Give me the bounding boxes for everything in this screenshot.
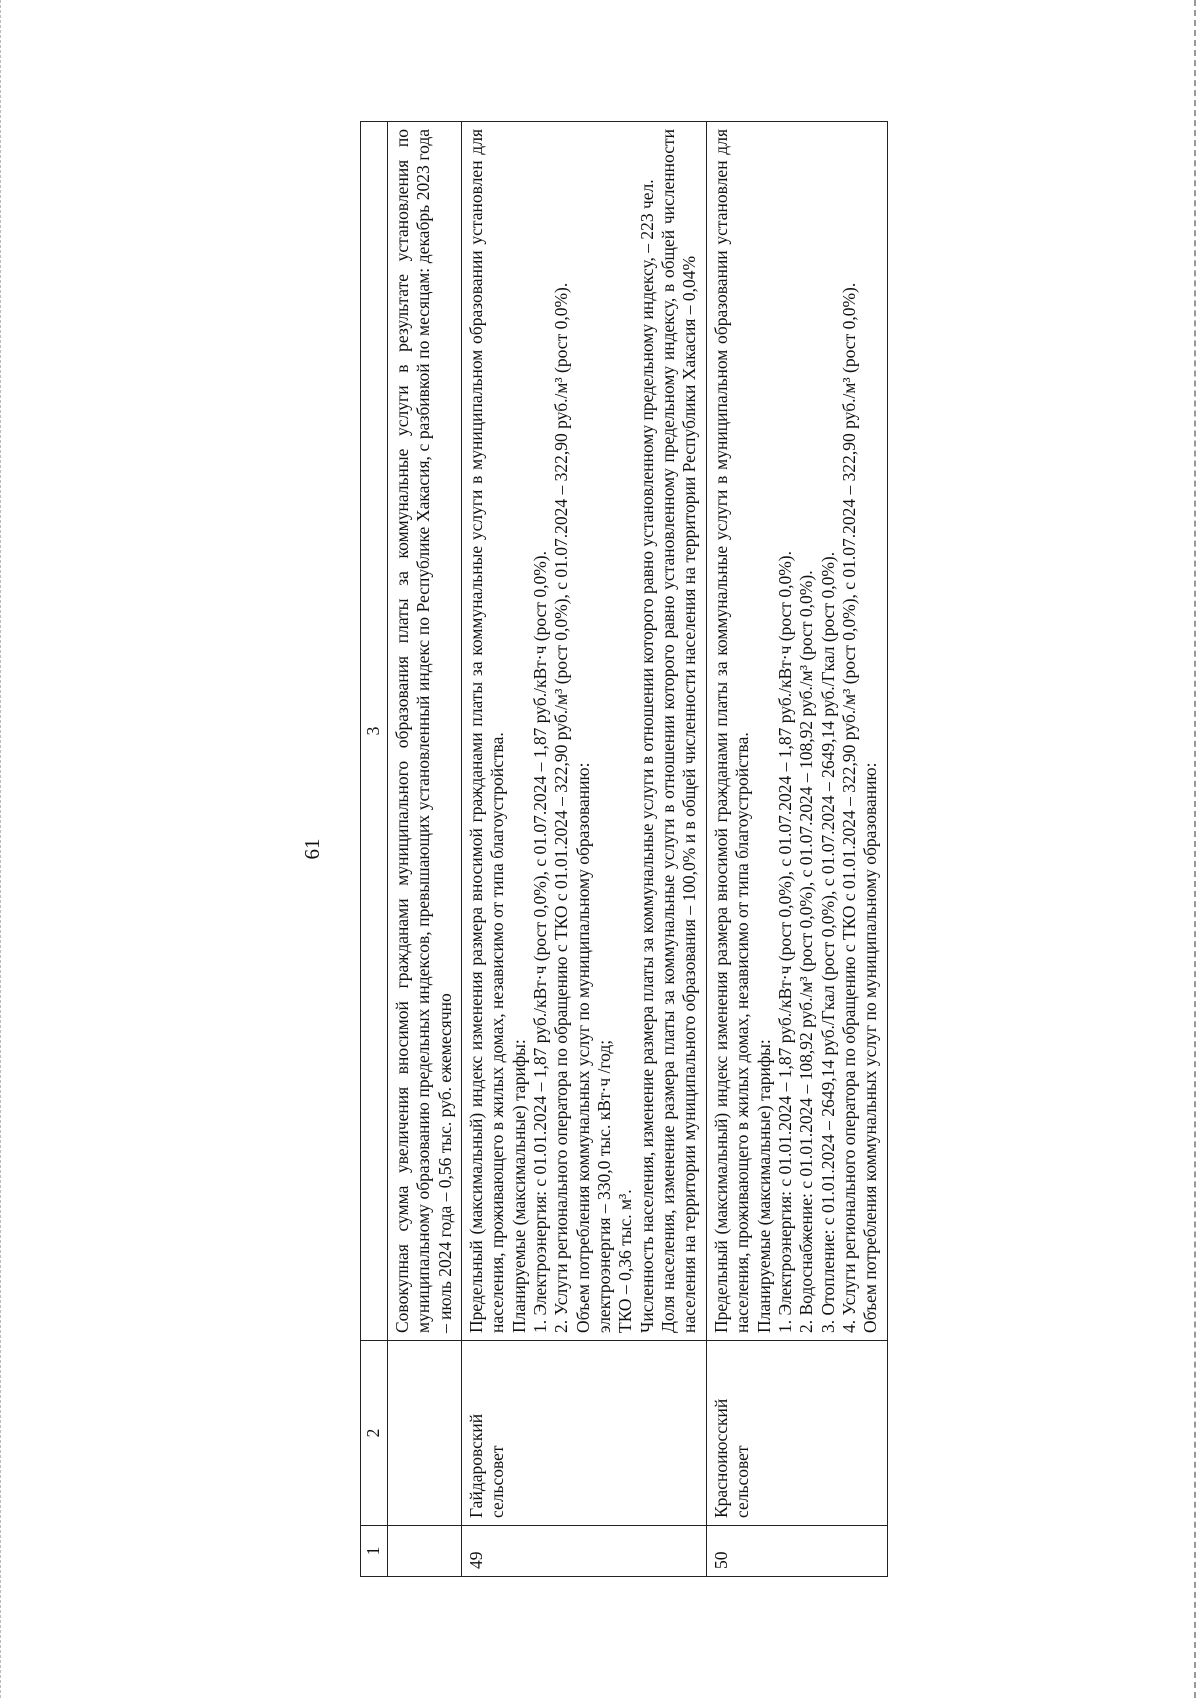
paragraph: Объем потребления коммунальных услуг по муниципальному образованию: <box>860 762 881 1333</box>
header-col-1: 1 <box>361 1526 388 1577</box>
page-number: 61 <box>300 838 324 860</box>
table-row <box>462 122 707 1577</box>
paragraph: Объем потребления коммунальных услуг по муниципальному образованию: <box>572 762 593 1333</box>
paragraph: 1. Электроэнергия: с 01.01.2024 – 1,87 руб./кВт·ч (рост 0,0%), с 01.07.2024 – 1,87 руб./кВт·ч (рост 0,0%). <box>530 551 551 1333</box>
paragraph: 1. Электроэнергия: с 01.01.2024 – 1,87 руб./кВт·ч (рост 0,0%), с 01.07.2024 – 1,87 руб./кВт·ч (рост 0,0%). <box>774 551 795 1333</box>
paragraph: 2. Водоснабжение: с 01.01.2024 – 108,92 руб./м³ (рост 0,0%), с 01.07.2024 – 108,92 руб./м³ (рост 0,0%). <box>796 570 817 1333</box>
row-description <box>462 122 707 1341</box>
paragraph: Планируемые (максимальные) тарифы: <box>508 1039 529 1333</box>
header-col-2: 2 <box>361 1341 388 1526</box>
row-number <box>388 1526 462 1577</box>
row-description <box>706 122 887 1341</box>
row-number: 49 <box>462 1526 707 1577</box>
paragraph: 3. Отопление: с 01.01.2024 – 2649,14 руб./Гкал (рост 0,0%), с 01.07.2024 – 2649,14 руб./Гкал (рост 0,0%). <box>817 551 838 1333</box>
paragraph: ТКО – 0,36 тыс. м³. <box>615 1189 636 1333</box>
scan-edge-right <box>1180 0 1196 1698</box>
scan-edge-left <box>0 0 15 1698</box>
paragraph: 4. Услуги регионального оператора по обращению с ТКО с 01.01.2024 – 322,90 руб./м³ (рост 0,0%), с 01.07.2024 – 322,90 руб./м³ (рост 0,0%). <box>838 282 859 1333</box>
paragraph: 2. Услуги регионального оператора по обращению с ТКО с 01.01.2024 – 322,90 руб./м³ (рост 0,0%), с 01.07.2024 – 322,90 руб./м³ (рост 0,0%). <box>551 282 572 1333</box>
row-description <box>388 122 462 1341</box>
municipality-name <box>388 1341 462 1526</box>
tariff-table <box>360 121 888 1577</box>
paragraph: Совокупная сумма увеличения вносимой гражданами муниципального образования платы за коммунальные услуги в результате установления по муниципальному образованию предельных индексов, превышающих установленный индекс по Республике Хакасия, с разбивкой по месяцам: декабрь 2023 года – июль 2024 года – 0,56 тыс. руб. ежемесячно <box>392 129 455 1333</box>
paragraph: Предельный (максимальный) индекс изменения размера вносимой гражданами платы за коммунальные услуги в муниципальном образовании установлен для населения, проживающего в жилых домах, независимо от типа благоустройства. <box>466 129 508 1333</box>
paragraph: электроэнергия – 330,0 тыс. кВт·ч /год; <box>594 1039 615 1333</box>
paragraph: Численность населения, изменение размера платы за коммунальные услуги в отношении которого равно установленному предельному индексу, – 223 чел. <box>636 179 657 1333</box>
municipality-name: Гайдаровский сельсовет <box>462 1341 707 1526</box>
municipality-name: Красноиюсский сельсовет <box>706 1341 887 1526</box>
row-number: 50 <box>706 1526 887 1577</box>
paragraph: Планируемые (максимальные) тарифы: <box>753 1039 774 1333</box>
table-header-row <box>361 122 388 1577</box>
table-row <box>706 122 887 1577</box>
table-row <box>388 122 462 1577</box>
header-col-3: 3 <box>361 122 388 1341</box>
paragraph: Предельный (максимальный) индекс изменения размера вносимой гражданами платы за коммунальные услуги в муниципальном образовании установлен для населения, проживающего в жилых домах, независимо от типа благоустройства. <box>710 129 753 1333</box>
paragraph: Доля населения, изменение размера платы за коммунальные услуги в отношении которого равно установленному предельному индексу, в общей численности населения на территории муниципального образования – 100,0% и в общей численности населения на территории Республики Хакасия – 0,04% <box>658 129 700 1333</box>
rotated-page <box>300 109 900 1589</box>
